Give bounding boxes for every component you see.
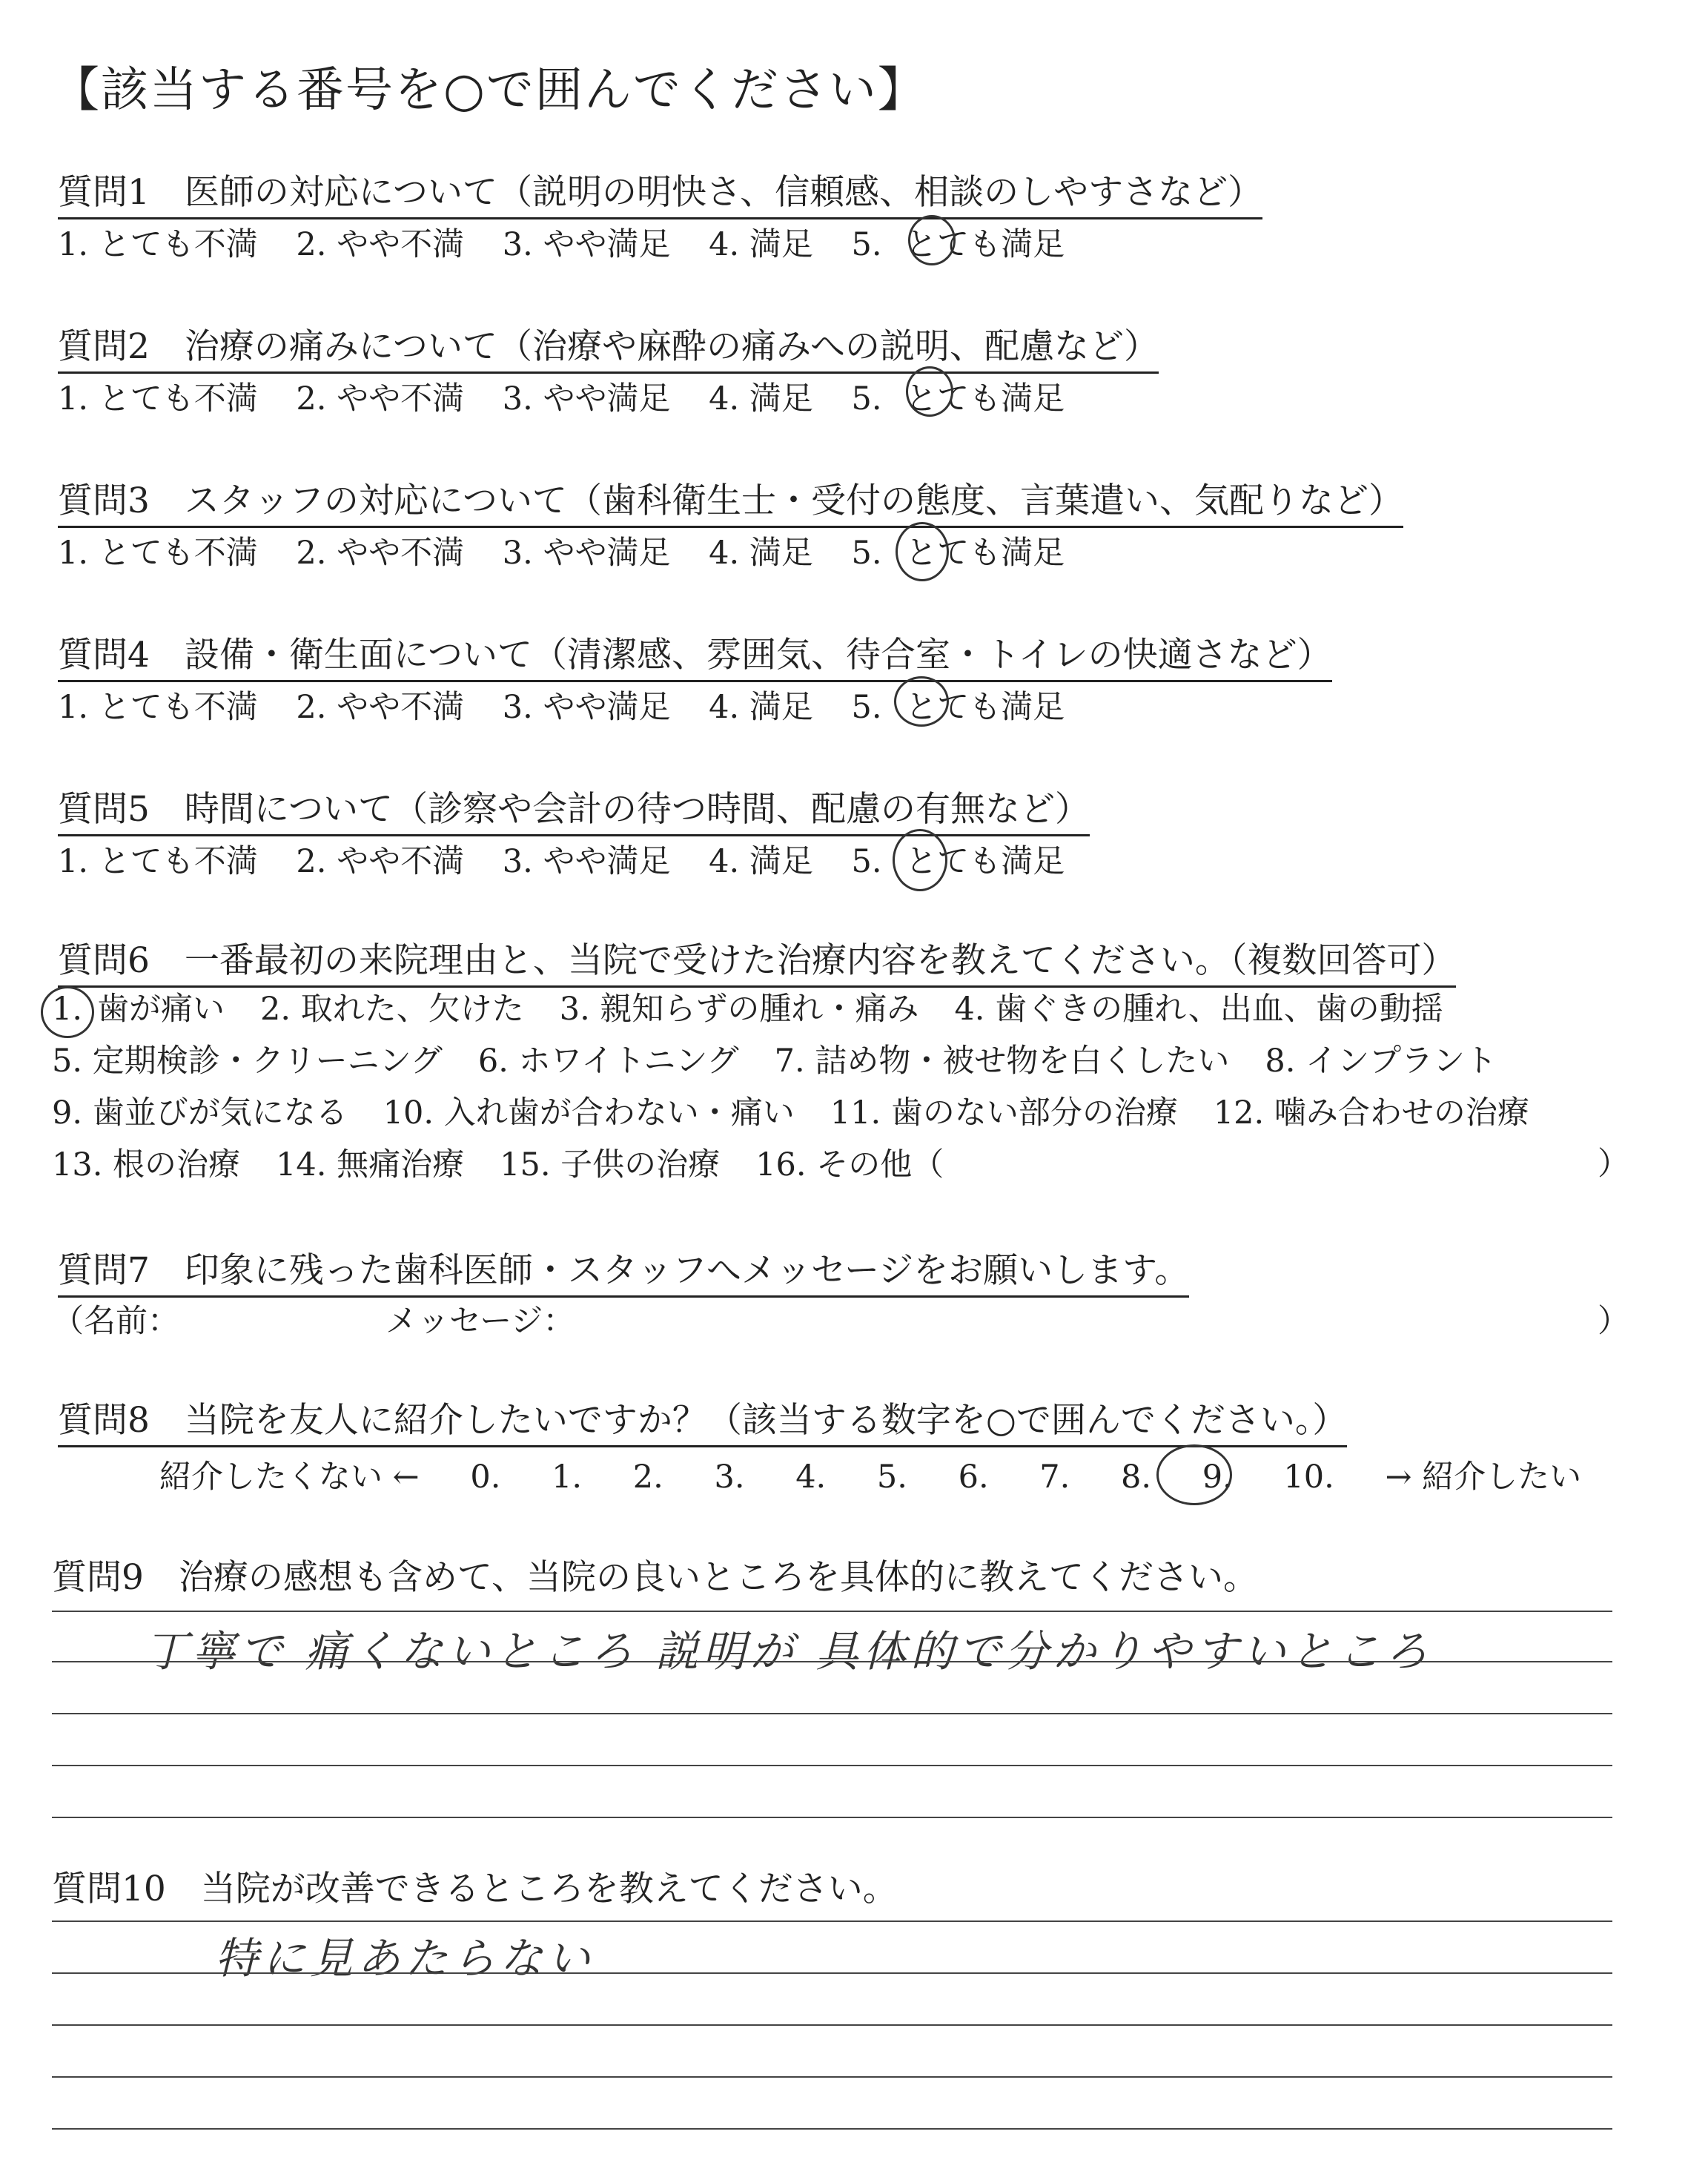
question-4-title: 質問4 設備・衛生面について（清潔感、雰囲気、待合室・トイレの快適さなど） [58, 627, 1332, 682]
other-close-paren: ） [1598, 1146, 1629, 1183]
selection-circle-q2 [906, 366, 953, 417]
option-4[interactable]: 4. 満足 [709, 843, 813, 880]
scale-5[interactable]: 5. [876, 1459, 907, 1496]
question-10-title: 質問10 当院が改善できるところを教えてください。 [52, 1869, 898, 1909]
answer-line [52, 2076, 1612, 2078]
option-13[interactable]: 13. 根の治療 [52, 1146, 241, 1183]
option-5-label: とても満足 [905, 535, 1065, 572]
scale-left-label: 紹介したくない ← [159, 1459, 420, 1496]
scale-2[interactable]: 2. [632, 1459, 663, 1496]
selection-circle-q5 [893, 829, 947, 891]
option-3[interactable]: 3. やや満足 [502, 689, 671, 726]
option-16[interactable]: 16. その他（ [755, 1146, 944, 1183]
answer-line [52, 1817, 1612, 1818]
option-5-label: とても満足 [905, 380, 1065, 417]
question-10-answer: 特に見あたらない [215, 1933, 595, 1984]
question-6-options [52, 983, 1529, 1191]
answer-line [52, 1713, 1612, 1714]
option-1[interactable]: 1. とても不満 [58, 380, 258, 417]
option-5-label: とても満足 [905, 843, 1065, 880]
form-heading: 【該当する番号を○で囲んでください】 [52, 63, 927, 118]
option-2[interactable]: 2. やや不満 [296, 843, 465, 880]
option-3[interactable]: 3. やや満足 [502, 226, 671, 263]
answer-line [52, 2024, 1612, 2026]
option-2[interactable]: 2. 取れた、欠けた [260, 991, 524, 1028]
question-9-answer: 丁寧で 痛くないところ 説明が 具体的で分かりやすいところ [145, 1626, 1433, 1677]
question-1-title: 質問1 医師の対応について（説明の明快さ、信頼感、相談のしやすさなど） [58, 165, 1262, 219]
option-3[interactable]: 3. やや満足 [502, 843, 671, 880]
option-row [52, 1139, 1529, 1191]
option-2[interactable]: 2. やや不満 [296, 226, 465, 263]
option-8[interactable]: 8. インプラント [1265, 1043, 1497, 1080]
answer-line [52, 2128, 1612, 2130]
option-7[interactable]: 7. 詰め物・被せ物を白くしたい [774, 1043, 1230, 1080]
option-4[interactable]: 4. 満足 [709, 226, 813, 263]
option-3[interactable]: 3. やや満足 [502, 380, 671, 417]
option-5-label: とても満足 [905, 226, 1065, 263]
question-9-title: 質問9 治療の感想も含めて、当院の良いところを具体的に教えてください。 [52, 1557, 1258, 1598]
option-12[interactable]: 12. 噛み合わせの治療 [1213, 1094, 1529, 1132]
recommend-scale [159, 1452, 1622, 1497]
answer-line [52, 1661, 1612, 1662]
question-8-title: 質問8 当院を友人に紹介したいですか？（該当する数字を○で囲んでください。） [58, 1393, 1347, 1447]
scale-10[interactable]: 10. [1283, 1459, 1334, 1496]
option-row [52, 983, 1529, 1035]
option-5[interactable]: 5. [851, 226, 882, 263]
answer-line [52, 1765, 1612, 1766]
option-row [52, 1087, 1529, 1139]
scale-0[interactable]: 0. [470, 1459, 501, 1496]
question-2-title: 質問2 治療の痛みについて（治療や麻酔の痛みへの説明、配慮など） [58, 319, 1159, 374]
option-4[interactable]: 4. 満足 [709, 535, 813, 572]
option-6[interactable]: 6. ホワイトニング [477, 1043, 739, 1080]
option-4[interactable]: 4. 歯ぐきの腫れ、出血、歯の動揺 [954, 991, 1443, 1028]
option-9[interactable]: 9. 歯並びが気になる [52, 1094, 348, 1132]
option-1[interactable]: 1. とても不満 [58, 843, 258, 880]
answer-line [52, 1972, 1612, 1974]
option-1[interactable]: 1. とても不満 [58, 535, 258, 572]
answer-line [52, 1920, 1612, 1922]
message-label: メッセージ： [385, 1303, 575, 1340]
selection-circle-q1 [908, 215, 956, 265]
question-3-title: 質問3 スタッフの対応について（歯科衛生士・受付の態度、言葉遣い、気配りなど） [58, 473, 1403, 528]
selection-circle-q8 [1156, 1444, 1232, 1505]
option-3[interactable]: 3. 親知らずの腫れ・痛み [559, 991, 919, 1028]
question-5-title: 質問5 時間について（診察や会計の待つ時間、配慮の有無など） [58, 782, 1090, 836]
option-15[interactable]: 15. 子供の治療 [500, 1146, 721, 1183]
scale-4[interactable]: 4. [795, 1459, 827, 1496]
selection-circle-q6 [41, 986, 94, 1038]
question-7-title: 質問7 印象に残った歯科医師・スタッフへメッセージをお願いします。 [58, 1243, 1189, 1298]
scale-right-label: → 紹介したい [1385, 1459, 1582, 1496]
option-14[interactable]: 14. 無痛治療 [276, 1146, 465, 1183]
option-1[interactable]: 1. [52, 991, 83, 1028]
option-3[interactable]: 3. やや満足 [502, 535, 671, 572]
option-row [52, 1035, 1529, 1087]
option-5[interactable]: 5. 定期検診・クリーニング [52, 1043, 443, 1080]
scale-3[interactable]: 3. [714, 1459, 745, 1496]
message-close-paren: ） [1598, 1303, 1629, 1340]
option-11[interactable]: 11. 歯のない部分の治療 [830, 1094, 1178, 1132]
option-5[interactable]: 5. [851, 689, 882, 726]
option-10[interactable]: 10. 入れ歯が合わない・痛い [383, 1094, 795, 1132]
option-5-label: とても満足 [905, 689, 1065, 726]
answer-line [52, 1611, 1612, 1612]
scale-8[interactable]: 8. [1121, 1459, 1152, 1496]
scale-1[interactable]: 1. [552, 1459, 583, 1496]
scale-9[interactable]: 9. [1202, 1459, 1233, 1496]
option-2[interactable]: 2. やや不満 [296, 380, 465, 417]
selection-circle-q4 [894, 676, 949, 727]
option-5[interactable]: 5. [851, 380, 882, 417]
scale-7[interactable]: 7. [1039, 1459, 1070, 1496]
option-1[interactable]: 1. とても不満 [58, 689, 258, 726]
selection-circle-q3 [896, 522, 949, 581]
option-2[interactable]: 2. やや不満 [296, 689, 465, 726]
option-4[interactable]: 4. 満足 [709, 380, 813, 417]
name-label: （名前： [52, 1303, 179, 1340]
option-2[interactable]: 2. やや不満 [296, 535, 465, 572]
option-5[interactable]: 5. [851, 843, 882, 880]
option-1[interactable]: 1. とても不満 [58, 226, 258, 263]
question-6-title: 質問6 一番最初の来院理由と、当院で受けた治療内容を教えてください。（複数回答可） [58, 933, 1456, 988]
scale-6[interactable]: 6. [958, 1459, 989, 1496]
option-4[interactable]: 4. 満足 [709, 689, 813, 726]
option-1-label: 歯が痛い [97, 991, 225, 1028]
option-5[interactable]: 5. [851, 535, 882, 572]
